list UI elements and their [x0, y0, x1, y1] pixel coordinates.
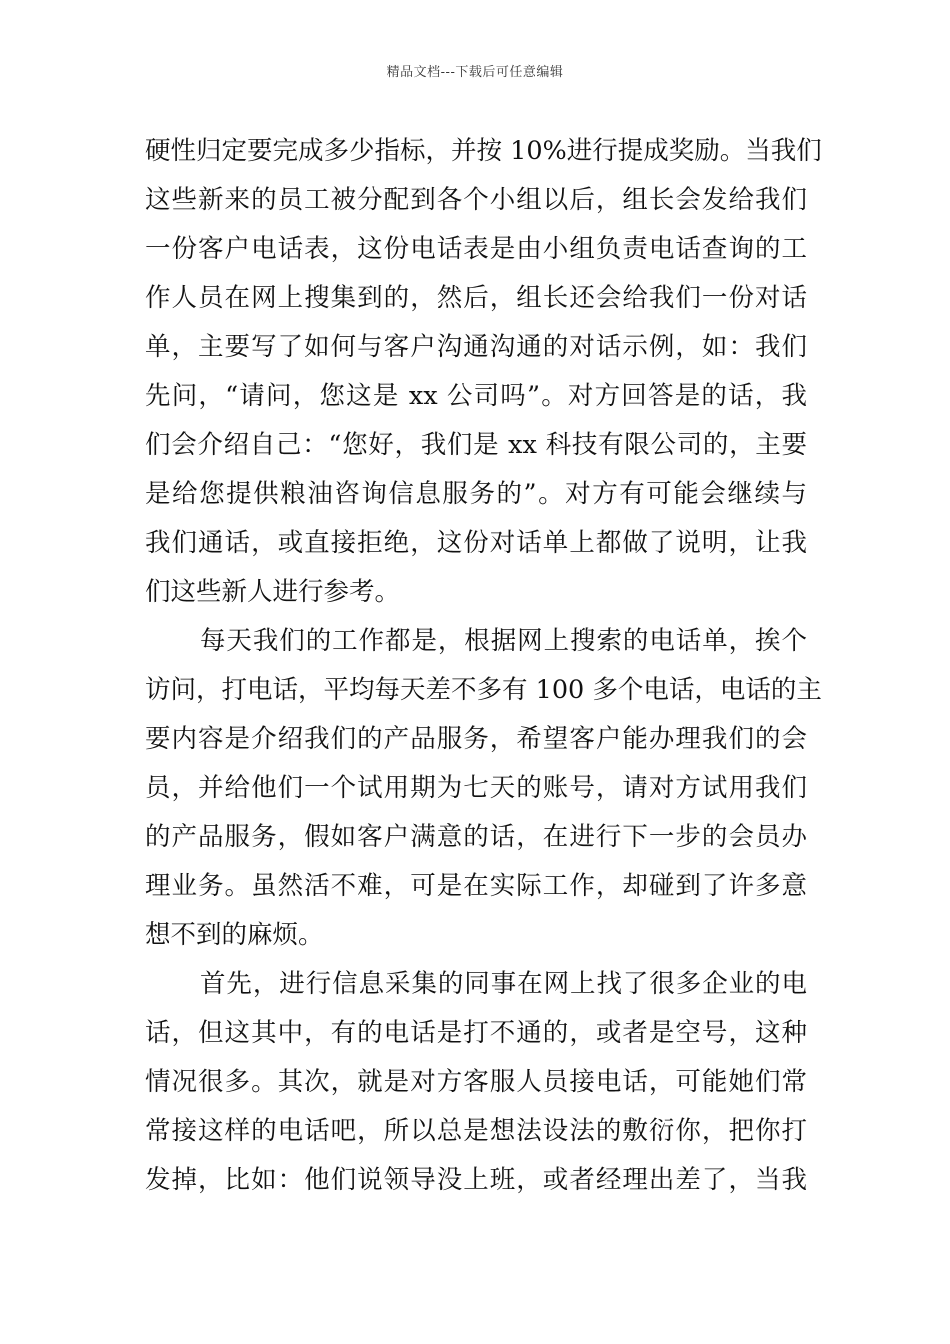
text-line: 要内容是介绍我们的产品服务，希望客户能办理我们的会 — [145, 724, 807, 754]
text-line: 常接这样的电话吧，所以总是想法设法的敷衍你，把你打 — [145, 1116, 807, 1146]
text-line: 我们通话，或直接拒绝，这份对话单上都做了说明，让我 — [145, 528, 807, 558]
text-line: 情况很多。其次，就是对方客服人员接电话，可能她们常 — [145, 1067, 807, 1097]
text-line: 首先，进行信息采集的同事在网上找了很多企业的电 — [200, 969, 807, 999]
text-line: 先问，“请问，您这是 xx 公司吗”。对方回答是的话，我 — [145, 381, 807, 411]
document-body — [145, 127, 822, 1205]
text-line: 单，主要写了如何与客户沟通沟通的对话示例，如：我们 — [145, 332, 807, 362]
text-line: 每天我们的工作都是，根据网上搜索的电话单，挨个 — [200, 626, 807, 656]
text-line: 想不到的麻烦。 — [145, 920, 324, 950]
text-line: 发掉，比如：他们说领导没上班，或者经理出差了，当我 — [145, 1165, 807, 1195]
text-line: 们这些新人进行参考。 — [145, 577, 401, 607]
text-line: 一份客户电话表，这份电话表是由小组负责电话查询的工 — [145, 234, 807, 264]
text-line: 这些新来的员工被分配到各个小组以后，组长会发给我们 — [145, 185, 807, 215]
text-line: 的产品服务，假如客户满意的话，在进行下一步的会员办 — [145, 822, 807, 852]
text-line: 作人员在网上搜集到的，然后，组长还会给我们一份对话 — [145, 283, 807, 313]
text-line: 硬性归定要完成多少指标，并按 10%进行提成奖励。当我们 — [145, 136, 822, 166]
text-line: 是给您提供粮油咨询信息服务的”。对方有可能会继续与 — [145, 479, 807, 509]
text-line: 访问，打电话，平均每天差不多有 100 多个电话，电话的主 — [145, 675, 822, 705]
text-line: 们会介绍自己：“您好，我们是 xx 科技有限公司的，主要 — [145, 430, 807, 460]
text-line: 话，但这其中，有的电话是打不通的，或者是空号，这种 — [145, 1018, 807, 1048]
text-line: 员，并给他们一个试用期为七天的账号，请对方试用我们 — [145, 773, 807, 803]
page-header: 精品文档---下载后可任意编辑 — [386, 65, 564, 80]
text-line: 理业务。虽然活不难，可是在实际工作，却碰到了许多意 — [145, 871, 807, 901]
